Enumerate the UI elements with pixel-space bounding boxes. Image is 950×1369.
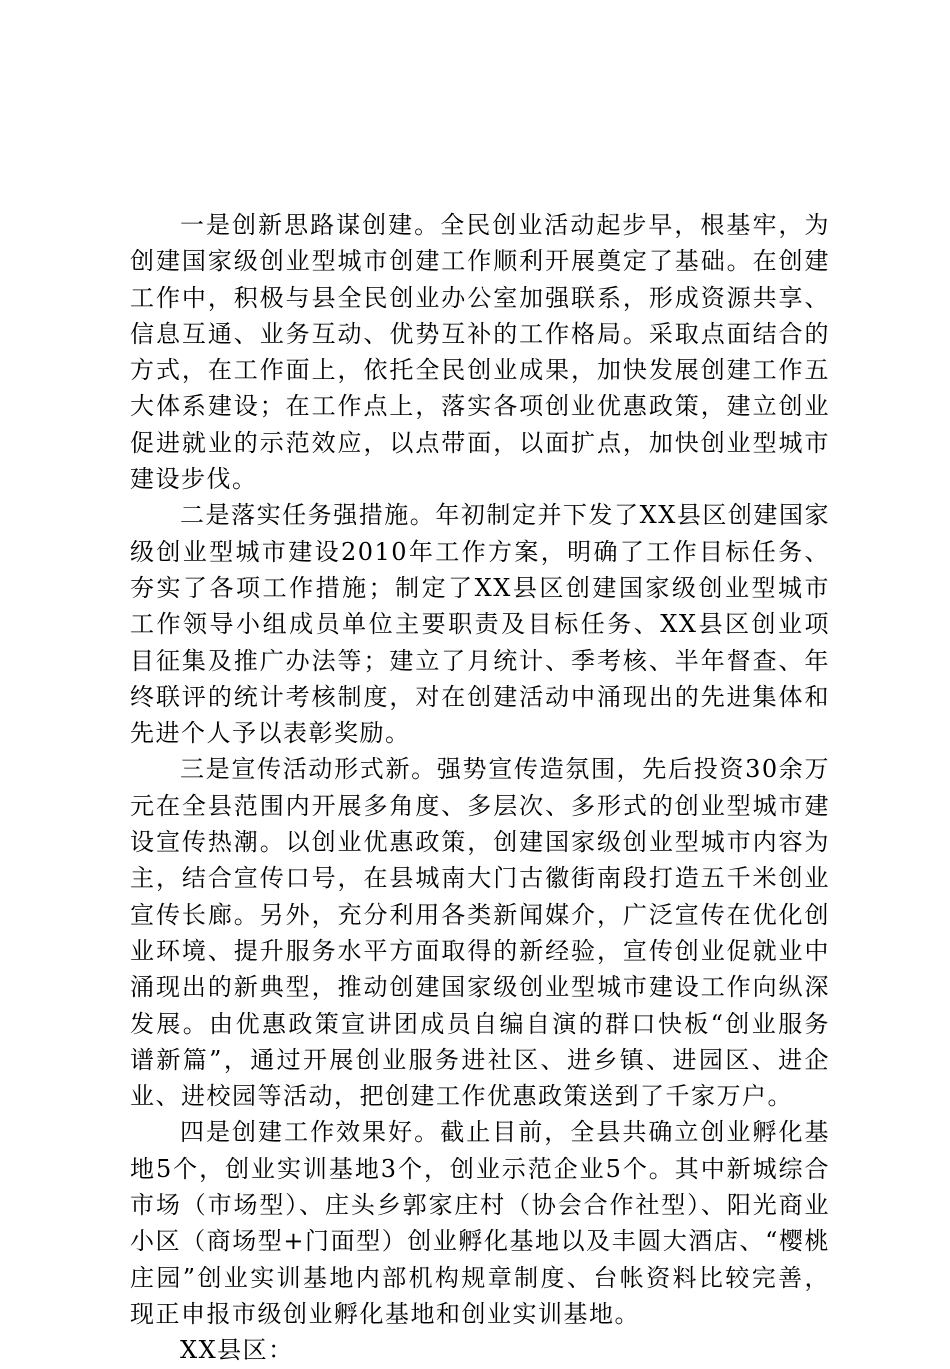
signature-line: XX县区： <box>180 1336 294 1365</box>
paragraph-results: 四是创建工作效果好。截止目前，全县共确立创业孵化基地5个，创业实训基地3个，创业示范企业5个。其中新城综合市场（市场型）、庄头乡郭家庄村（协会合作社型）、阳光商业小区（商场型+门面型）创业孵化基地以及丰圆大酒店、“樱桃庄园”创业实训基地内部机构规章制度、台帐资料比较完善，现正申报市级创业孵化基地和创业实训基地。 <box>130 1118 830 1328</box>
paragraph-innovation: 一是创新思路谋创建。全民创业活动起步早，根基牢，为创建国家级创业型城市创建工作顺利开展奠定了基础。在创建工作中，积极与县全民创业办公室加强联系，形成资源共享、信息互通、业务互动、优势互补的工作格局。采取点面结合的方式，在工作面上，依托全民创业成果，加快发展创建工作五大体系建设；在工作点上，落实各项创业优惠政策，建立创业促进就业的示范效应，以点带面，以面扩点，加快创业型城市建设步伐。 <box>130 211 830 494</box>
paragraph-measures: 二是落实任务强措施。年初制定并下发了XX县区创建国家级创业型城市建设2010年工作方案，明确了工作目标任务、夯实了各项工作措施；制定了XX县区创建国家级创业型城市工作领导小组成员单位主要职责及目标任务、XX县区创业项目征集及推广办法等；建立了月统计、季考核、半年督查、年终联评的统计考核制度，对在创建活动中涌现出的先进集体和先进个人予以表彰奖励。 <box>130 501 830 748</box>
paragraph-publicity: 三是宣传活动形式新。强势宣传造氛围，先后投资30余万元在全县范围内开展多角度、多层次、多形式的创业型城市建设宣传热潮。以创业优惠政策，创建国家级创业型城市内容为主，结合宣传口号，在县城南大门古徽街南段打造五千米创业宣传长廊。另外，充分利用各类新闻媒介，广泛宣传在优化创业环境、提升服务水平方面取得的新经验，宣传创业促就业中涌现出的新典型，推动创建国家级创业型城市建设工作向纵深发展。由优惠政策宣讲团成员自编自演的群口快板“创业服务谱新篇”，通过开展创业服务进社区、进乡镇、进园区、进企业、进校园等活动，把创建工作优惠政策送到了千家万户。 <box>130 755 830 1111</box>
document-body <box>130 207 830 1369</box>
